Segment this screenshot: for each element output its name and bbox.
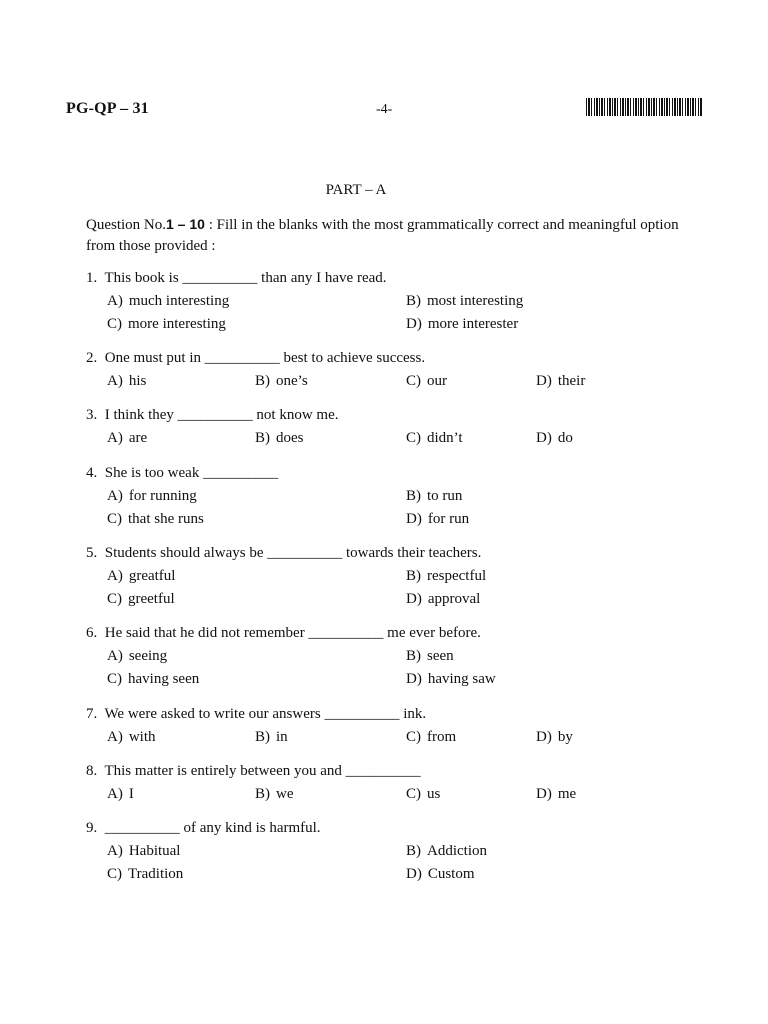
question-9: [86, 817, 706, 886]
option-d: [536, 783, 576, 806]
part-title: PART – A: [325, 182, 387, 198]
option-text: greetful: [128, 591, 175, 607]
instructions-prefix: Question No.: [86, 217, 166, 233]
question-3: [86, 404, 706, 450]
option-d: [406, 508, 469, 531]
option-text: more interesting: [128, 316, 226, 332]
option-letter: C): [406, 430, 421, 446]
option-d: [406, 588, 480, 611]
option-text: much interesting: [128, 293, 230, 309]
option-text: their: [557, 373, 586, 389]
option-c: [107, 668, 199, 691]
option-d: [406, 863, 475, 886]
option-letter: B): [406, 293, 421, 309]
option-text: Tradition: [128, 866, 184, 882]
option-letter: D): [536, 373, 552, 389]
option-letter: C): [107, 866, 122, 882]
question-8: [86, 760, 706, 806]
option-text: our: [427, 373, 447, 389]
option-text: does: [276, 430, 304, 446]
option-a: [107, 726, 156, 749]
question-stem: 3. I think they __________ not know me.: [86, 407, 339, 423]
option-c: [406, 427, 463, 450]
option-text: seen: [427, 648, 454, 664]
option-c: [107, 313, 226, 336]
question-stem: 9. __________ of any kind is harmful.: [86, 820, 321, 836]
question-stem: 1. This book is __________ than any I have read.: [86, 270, 387, 286]
option-letter: C): [107, 316, 122, 332]
option-b: [406, 565, 486, 588]
option-c: [406, 370, 447, 393]
option-letter: A): [107, 843, 123, 859]
question-stem: 5. Students should always be __________ towards their teachers.: [86, 545, 482, 561]
option-letter: A): [107, 293, 123, 309]
option-text: greatful: [128, 568, 176, 584]
option-a: [107, 840, 180, 863]
option-b: [255, 427, 304, 450]
option-text: are: [128, 430, 148, 446]
option-letter: D): [536, 729, 552, 745]
option-letter: A): [107, 373, 123, 389]
page-number: -4-: [376, 102, 393, 117]
option-text: by: [557, 729, 573, 745]
option-b: [255, 726, 288, 749]
option-text: most interesting: [427, 293, 524, 309]
option-letter: A): [107, 488, 123, 504]
option-text: to run: [427, 488, 463, 504]
option-letter: B): [406, 568, 421, 584]
option-b: [255, 783, 294, 806]
option-c: [107, 863, 183, 886]
option-d: [406, 668, 496, 691]
option-letter: C): [406, 786, 421, 802]
option-letter: C): [107, 591, 122, 607]
option-letter: A): [107, 648, 123, 664]
option-letter: C): [406, 373, 421, 389]
question-stem: 2. One must put in __________ best to achieve success.: [86, 350, 426, 366]
option-text: that she runs: [128, 511, 204, 527]
option-text: Habitual: [128, 843, 181, 859]
option-text: I: [128, 786, 134, 802]
option-letter: D): [406, 316, 422, 332]
option-text: from: [427, 729, 457, 745]
question-5: [86, 542, 706, 611]
option-b: [255, 370, 308, 393]
option-letter: D): [406, 866, 422, 882]
option-letter: B): [255, 786, 270, 802]
option-text: having saw: [427, 671, 496, 687]
option-d: [406, 313, 518, 336]
option-text: we: [276, 786, 294, 802]
question-range: 1 – 10: [166, 216, 205, 232]
option-letter: B): [255, 373, 270, 389]
option-text: didn’t: [427, 430, 463, 446]
option-letter: C): [107, 511, 122, 527]
option-letter: A): [107, 729, 123, 745]
option-letter: C): [406, 729, 421, 745]
option-text: for running: [128, 488, 197, 504]
option-d: [536, 726, 573, 749]
option-text: having seen: [128, 671, 200, 687]
option-a: [107, 783, 134, 806]
option-b: [406, 840, 487, 863]
option-text: more interester: [427, 316, 519, 332]
option-letter: D): [406, 671, 422, 687]
instructions: [86, 214, 686, 257]
question-2: [86, 347, 706, 393]
option-text: one’s: [276, 373, 308, 389]
option-c: [406, 726, 456, 749]
option-a: [107, 565, 175, 588]
option-text: Custom: [427, 866, 475, 882]
option-a: [107, 427, 147, 450]
option-c: [406, 783, 440, 806]
question-stem: 7. We were asked to write our answers __________ ink.: [86, 706, 427, 722]
option-text: seeing: [128, 648, 168, 664]
instructions-text: : Fill in the blanks with the most grammatically correct and meaningful option from those provided :: [86, 217, 679, 254]
option-c: [107, 508, 204, 531]
option-b: [406, 290, 523, 313]
option-b: [406, 485, 462, 508]
option-text: me: [557, 786, 577, 802]
question-stem: 4. She is too weak __________: [86, 465, 279, 481]
option-b: [406, 645, 454, 668]
option-text: for run: [427, 511, 470, 527]
option-text: his: [128, 373, 147, 389]
option-letter: B): [255, 729, 270, 745]
option-c: [107, 588, 175, 611]
option-a: [107, 290, 229, 313]
option-letter: A): [107, 786, 123, 802]
option-d: [536, 370, 585, 393]
option-letter: D): [406, 591, 422, 607]
question-stem: 8. This matter is entirely between you and __________: [86, 763, 421, 779]
option-d: [536, 427, 573, 450]
option-text: Addiction: [427, 843, 487, 859]
option-text: approval: [427, 591, 481, 607]
option-letter: D): [536, 786, 552, 802]
option-letter: D): [406, 511, 422, 527]
option-a: [107, 645, 167, 668]
option-letter: A): [107, 430, 123, 446]
question-stem: 6. He said that he did not remember __________ me ever before.: [86, 625, 481, 641]
option-letter: C): [107, 671, 122, 687]
option-letter: A): [107, 568, 123, 584]
option-text: us: [427, 786, 441, 802]
paper-code: PG-QP – 31: [66, 100, 149, 117]
option-letter: B): [406, 648, 421, 664]
option-letter: B): [255, 430, 270, 446]
option-text: respectful: [427, 568, 487, 584]
question-4: [86, 462, 706, 531]
barcode: [586, 98, 702, 116]
option-text: do: [557, 430, 573, 446]
option-text: with: [128, 729, 156, 745]
question-6: [86, 622, 706, 691]
option-letter: D): [536, 430, 552, 446]
question-7: [86, 703, 706, 749]
option-letter: B): [406, 488, 421, 504]
option-a: [107, 370, 146, 393]
question-1: [86, 267, 706, 336]
option-letter: B): [406, 843, 421, 859]
option-a: [107, 485, 197, 508]
option-text: in: [276, 729, 288, 745]
